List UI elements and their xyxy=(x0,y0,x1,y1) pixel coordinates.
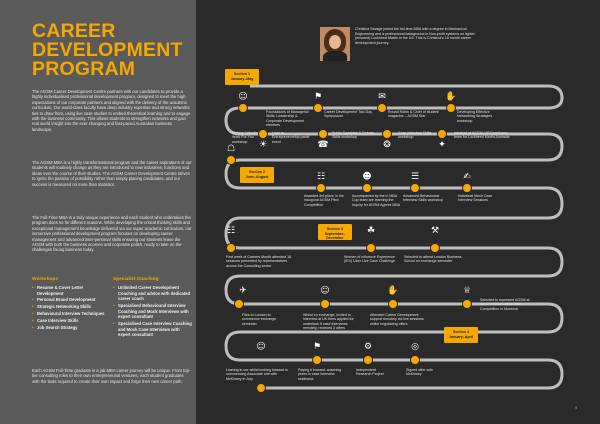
timeline-caption: Case Interview Skills workshop xyxy=(398,131,432,140)
list-item: • Behavioural Interview Techniques xyxy=(32,311,110,317)
timeline-caption: Signed offer with McKinsey xyxy=(406,368,433,377)
intro-paragraph: The AGSM MBA is a highly transformational program and the career aspirations of our students will routinely change as they are introduced to new industries, functions and ideas over the course of their studies. The AGSM Career Development Centre strives to ignite the passion of possibility rather than simply placing candidates, and our success is measured on more than statistics. xyxy=(32,160,192,187)
timeline-caption: Making Linkedin Work For You workshop xyxy=(232,131,258,144)
timeline-node xyxy=(410,183,420,193)
timeline-node xyxy=(462,183,472,193)
web-icon: ☘ xyxy=(366,226,376,236)
timeline-node xyxy=(462,299,472,309)
target-icon: ◎ xyxy=(411,342,419,352)
trophy-icon: ♕ xyxy=(462,286,472,296)
chart-icon: ☰ xyxy=(410,172,420,182)
timeline-node xyxy=(234,299,244,309)
timeline-caption: Developing Effective Networking Strategies workshop xyxy=(457,110,493,123)
timeline-caption: Awarded 3rd place in the inaugural AGSM Pitch Competition xyxy=(304,194,344,207)
cluster-icon: ❂ xyxy=(383,140,391,150)
title-line: DEVELOPMENT xyxy=(32,39,183,61)
timeline-node xyxy=(437,129,447,139)
timeline-node xyxy=(313,103,323,113)
timeline-caption: Flies to London to commence exchange semester xyxy=(242,313,277,326)
timeline-node xyxy=(382,129,392,139)
list-item: • Case Interview Skills xyxy=(32,318,110,324)
timeline-caption: Lean in Entrepreneurship panel event xyxy=(272,131,310,144)
timeline-node xyxy=(377,103,387,113)
timeline-node xyxy=(312,355,322,365)
list-item: • Unlimited Career Development Coaching and advice with dedicated career coach xyxy=(113,285,193,302)
profile-photo xyxy=(320,27,350,61)
list-item: • Job Search Strategy xyxy=(32,325,110,331)
title-line: CAREER xyxy=(32,20,116,42)
team-icon: ☻ xyxy=(362,172,372,182)
timeline-node xyxy=(363,355,373,365)
timeline-node xyxy=(430,243,440,253)
document-icon: ☷ xyxy=(316,172,326,182)
list-item: • Resume & Cover Letter Development xyxy=(32,285,110,296)
people2-icon: ☺ xyxy=(256,342,266,352)
list-item: • Personal Brand Development xyxy=(32,297,110,303)
section-tag: Section 1 January–May xyxy=(225,69,259,85)
profile-intro: Christina Savage joined the full-time MBA with a degree in Mechanical Engineering and a professional background in Non-profit systems on lighter (ensured) Lockheed Martin in the US. This is Christina's 16 month career development journey. xyxy=(355,27,475,45)
timeline-caption: Career Development Two Day Symposium xyxy=(324,110,373,119)
group-icon: ☖ xyxy=(226,144,236,154)
timeline-node xyxy=(366,243,376,253)
timeline-caption: Interned at AGSM, VP Excellence team for Lockheed Martin Australia xyxy=(454,131,510,140)
timeline-node xyxy=(446,103,456,113)
section-tag: Section 3 September–December xyxy=(318,224,352,240)
timeline-node xyxy=(320,299,330,309)
flag-icon: ⚑ xyxy=(312,342,322,352)
page-number: 9 xyxy=(575,405,578,410)
timeline-node xyxy=(238,103,248,113)
speech-icon: ☎ xyxy=(317,140,329,150)
timeline-node xyxy=(362,183,372,193)
timeline-caption: Accompanied by the in MBA Cup team are learning the Inquiry for AGSM Agents MBA xyxy=(352,194,401,207)
timeline-caption: Independent Research Project xyxy=(356,368,384,377)
timeline-node xyxy=(410,355,420,365)
timeline-node xyxy=(316,183,326,193)
title-line: PROGRAM xyxy=(32,58,136,80)
timeline-node xyxy=(388,299,398,309)
handshake2-icon: ✍ xyxy=(463,172,471,182)
project-icon: ⚙ xyxy=(363,342,373,352)
handshake-icon: ✋ xyxy=(445,92,457,102)
workshops-heading: Workshops xyxy=(32,277,59,282)
list-item: • Strategic Networking Skills xyxy=(32,304,110,310)
timeline-caption: Whilst on exchange, invited to interview at UK firms applied for, undertook 5 case interviews remotely, received 2 offers xyxy=(303,313,355,331)
timeline-caption: Paying it forward: coaching peers in case interview readiness xyxy=(298,368,342,381)
coaching-heading: Specialist Coaching xyxy=(113,277,159,282)
timeline-caption: Advanced Behavioural Interview Skills workshop xyxy=(403,194,444,203)
timeline-node xyxy=(226,155,236,165)
section-tag: Section 4 January–April xyxy=(444,327,478,343)
intro-paragraph: The AGSM Career Development Centre partners with our candidates to provide a highly individualised professional development program, designed to meet the high expectations of our corporate partners and aligned with the delivery of the academic curriculum. Our world-class faculty have deep industry expertise and strong networks ties to draw from, using live case studies to embed theoretical learning and to engage with the business community. This allows students to strengthen networks and gain real world insight into the ever changing and fast-paced Australian business landscape. xyxy=(32,89,191,132)
list-item: • Specialised Behavioural Interview Coaching and Mock Interviews with expert consultant xyxy=(113,303,193,320)
timeline-caption: Selected to represent AGSM at the Jon Wilson MBA Case Competition in Montreal xyxy=(480,298,530,311)
timeline-caption: Round Robin & Chief of student magazine – AGSM Star xyxy=(388,110,439,119)
timeline-caption: Leaving in our whilst looking forward to commencing Associate role with McKinsey in July xyxy=(226,368,288,381)
timeline-caption: Attended Career Development support remotely via live sessions whilst negotiating offers xyxy=(370,313,424,326)
timeline-node xyxy=(226,243,236,253)
section-tag: Section 2 June–August xyxy=(240,167,274,183)
timeline-caption: Foundations of Managerial Skills: Leadership & Corporate Development electives xyxy=(266,110,309,128)
people-icon: ☺ xyxy=(238,92,248,102)
timeline-node xyxy=(318,129,328,139)
intro-paragraph: The Full-Time MBA is a truly unique experience and each student who undertakes the program does so for different reasons. While developing the critical thinking skills and exceptional management knowledge delivered via our super academic curriculum, our immersive professional development program focuses on developing career management and advanced inter-personal skills ensuring our students leave the AGSM with both the business acumen and corporate polish, ready to take on the challenges facing business today. xyxy=(32,215,192,253)
plane-icon: ✈ xyxy=(239,286,247,296)
timeline-caption: First week of Careers Month attended 18 sessions presented by representatives across the Consulting sector xyxy=(226,255,292,268)
meeting-icon: ☺ xyxy=(320,286,330,296)
list-item: • Specialised Case Interview Coaching and Mock Case Interviews with expert consultant xyxy=(113,321,193,338)
timeline-caption: Selected to attend London Business School on exchange semester xyxy=(404,255,462,264)
chat-icon: ✉ xyxy=(378,92,386,102)
intro-paragraph: Each AGSM Full-Time graduate is a job MBA career journey will be unique. From top-tier consulting roles to their own entrepreneurial ventures, each student graduates with the tools required to create their own impact and forge their own career path. xyxy=(32,368,191,384)
timeline-caption: Public Speaking & Debate Skills workshop xyxy=(332,131,374,140)
bulb-icon: ☀ xyxy=(258,140,268,150)
briefcase-icon: ⚒ xyxy=(430,226,440,236)
presenter-icon: ⚑ xyxy=(313,92,323,102)
handshake3-icon: ✋ xyxy=(387,286,399,296)
timeline-node xyxy=(256,383,266,393)
compass-icon: ✦ xyxy=(438,140,446,150)
calendar-icon: ☷ xyxy=(226,226,236,236)
timeline-caption: Individual Mock Case Interview Sessions xyxy=(458,194,493,203)
timeline-caption: Women of Influence Experience (IEX) Uber Live Case Challenge xyxy=(344,255,396,264)
